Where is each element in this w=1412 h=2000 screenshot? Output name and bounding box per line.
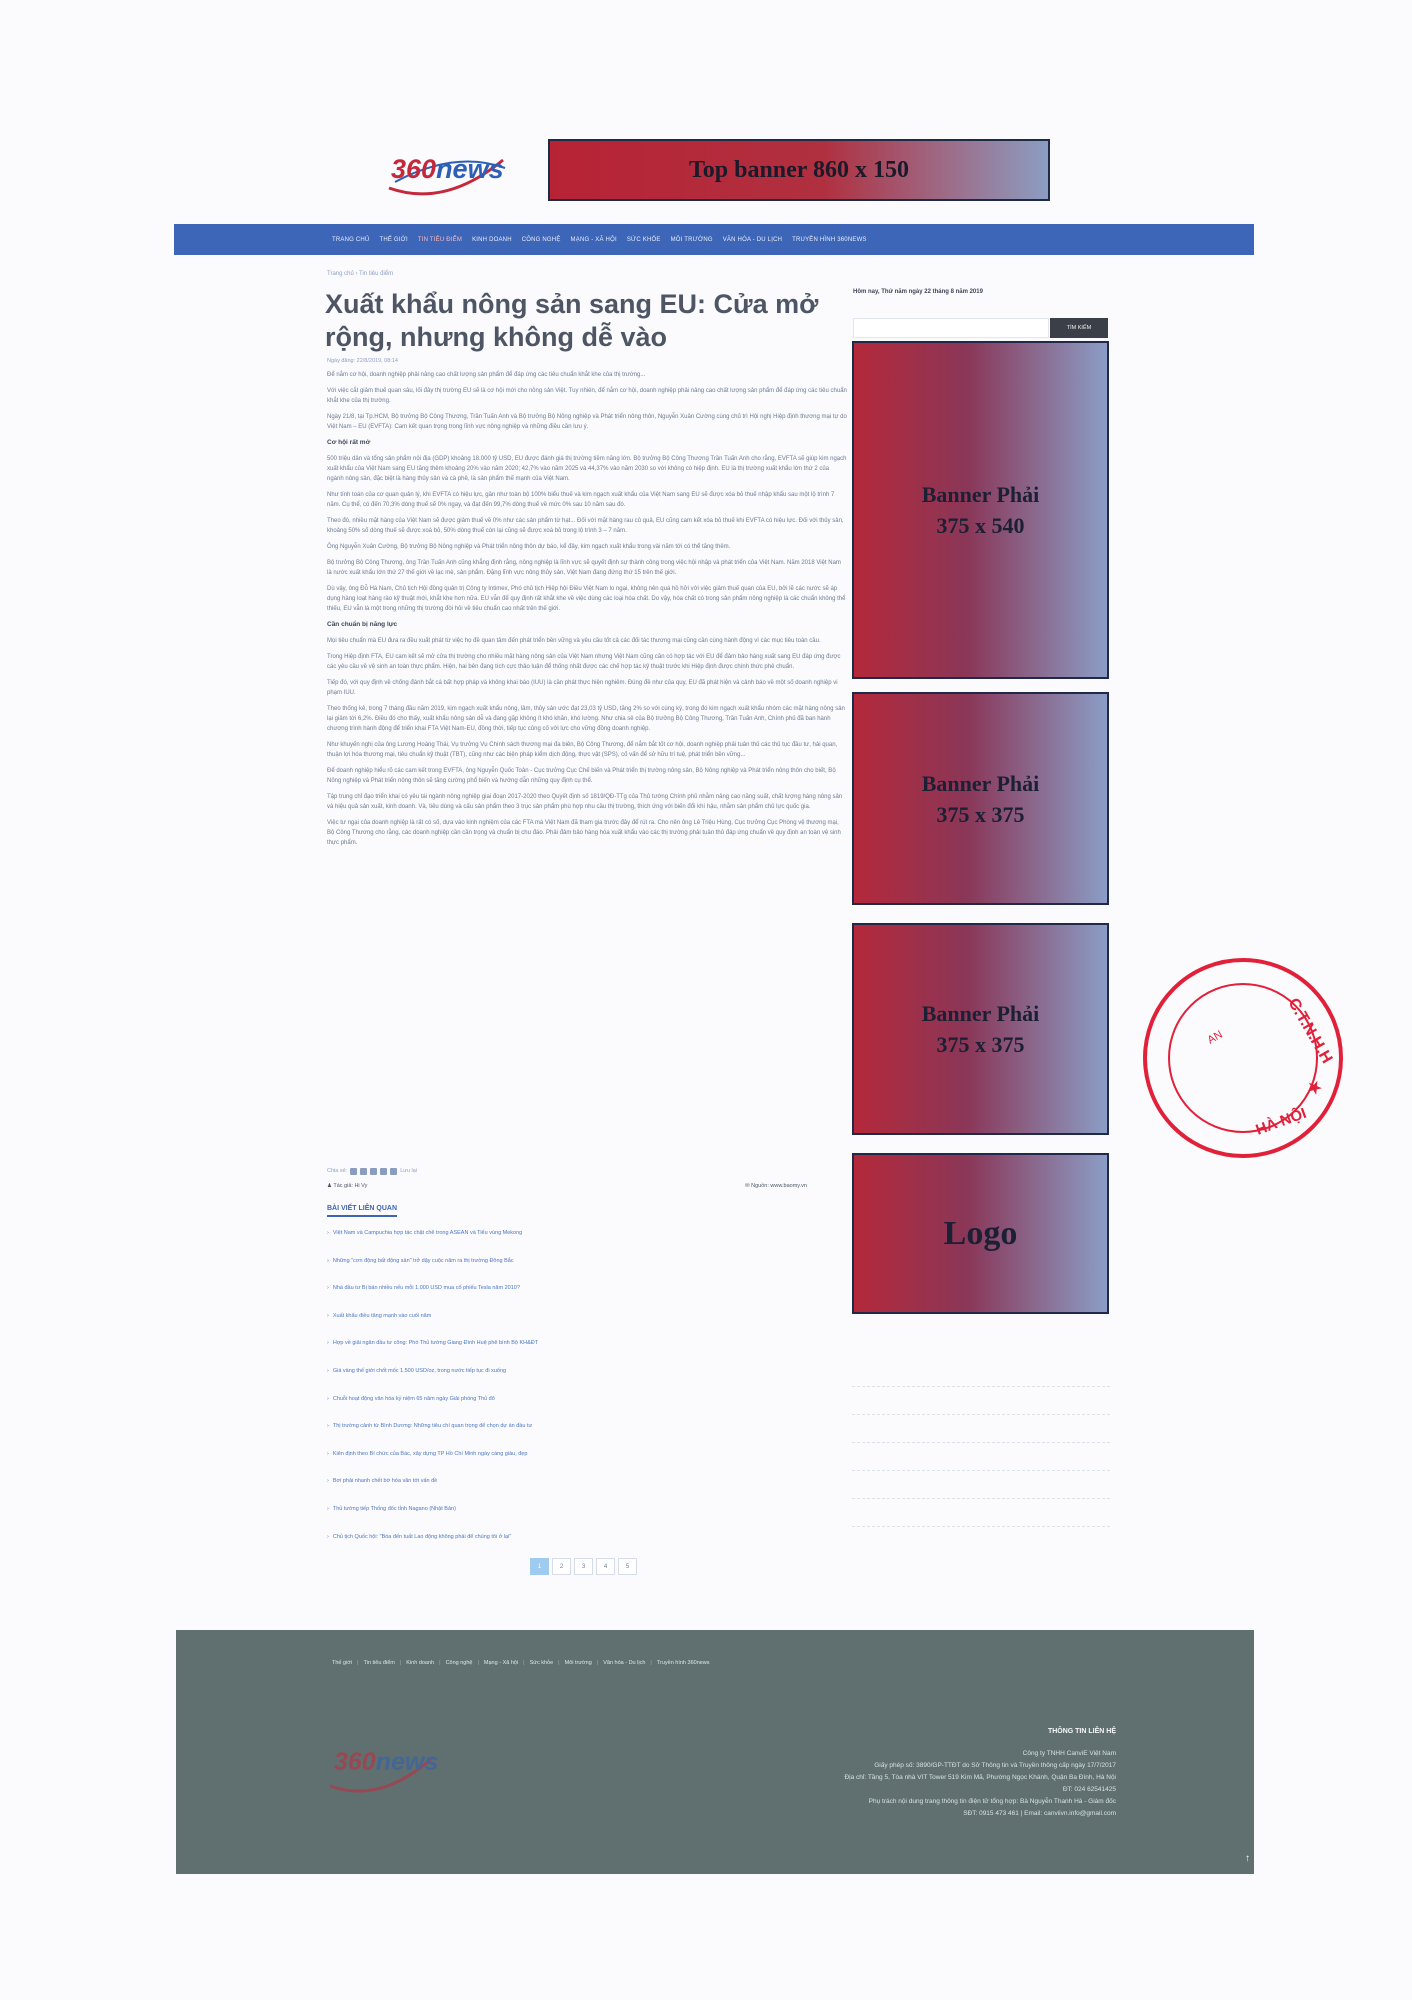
article-paragraph: Để doanh nghiệp hiểu rõ các cam kết trong EVFTA, ông Nguyễn Quốc Toản - Cục trưởng Cục Chế biến và Phát triển thị trường nông sản, Bộ Nông nghiệp và Phát triển nông thôn cho biết, Bộ Nông nghiệp và Phát triển nông thôn sẽ tăng cường phổ biến và hướng dẫn những quy định cụ thể.	[327, 768, 836, 784]
nav-item[interactable]: TRUYỀN HÌNH 360NEWS	[792, 236, 867, 243]
svg-text:★: ★	[1304, 1079, 1323, 1096]
article-paragraph: Như khuyến nghị của ông Lương Hoàng Thái, Vụ trưởng Vụ Chính sách thương mại đa biên, Bộ Công Thương, để nắm bắt tốt cơ hội, doanh nghiệp phải tuân thủ các thủ tục đầu tư, hải quan, thuận lợi hóa thương mại, tiêu chuẩn kỹ thuật (TBT), cũng như các biện pháp kiểm dịch động, thực vật (SPS), cố vấn để sở hữu trí tuệ, phát triển bền vững...	[327, 742, 838, 758]
page-button[interactable]: 4	[596, 1558, 615, 1575]
company-seal-stamp	[1138, 952, 1336, 1164]
banner-size: 375 x 375	[936, 801, 1025, 827]
banner-label: Logo	[943, 1214, 1018, 1252]
contact-line: Địa chỉ: Tầng 5, Tòa nhà VIT Tower 519 Kim Mã, Phường Ngọc Khánh, Quận Ba Đình, Hà Nội	[844, 1774, 1116, 1781]
article-paragraph: Tiếp đó, với quy định về chống đánh bắt cá bất hợp pháp và không khai báo (IUU) là cần phát thực hiện nghiêm. Đúng đề như của quy, EU đã phát hiện và cảnh báo về một số doanh nghiệp vi phạm IUU.	[327, 680, 838, 696]
search-input[interactable]	[853, 318, 1049, 338]
facebook-icon[interactable]	[350, 1168, 357, 1175]
user-icon: ♟	[327, 1183, 334, 1189]
save-link[interactable]: Lưu lại	[400, 1168, 418, 1174]
page-button[interactable]: 1	[530, 1558, 549, 1575]
article-paragraph: 500 triệu dân và tổng sản phẩm nội địa (GDP) khoảng 18.000 tỷ USD, EU được đánh giá thị trường tiềm năng lớn. Bộ trưởng Bộ Công Thương Trần Tuấn Anh cho rằng, EVFTA sẽ giúp kim ngạch xuất khẩu của Việt Nam sang EU tăng thêm khoảng 20% vào năm 2020; 42,7% vào năm 2025 và 44,37% vào năm 2030 so với không có hiệp định. EU là thị trường xuất khẩu lớn thứ 2 của ngành nông sản, đặc biệt là hàng thủy sản và cà phê, là sản phẩm thế mạnh của Việt Nam.	[327, 456, 847, 482]
article-title: Xuất khẩu nông sản sang EU: Cửa mở rộng, nhưng không dễ vào	[325, 289, 819, 352]
banner-label: Banner Phải	[921, 770, 1040, 796]
article-paragraph: Trong Hiệp định FTA, EU cam kết sẽ mở cửa thị trường cho nhiều mặt hàng nông sản của Việt Nam nhưng Việt Nam cũng cần có hợp tác với EU để đảm bảo hàng xuất sang EU đáp ứng được các yêu cầu về vệ sinh an toàn thực phẩm. Hiện, hai bên đang tích cực thảo luận để thống nhất được các chế hợp tác kỹ thuật trước khi Hiệp định được chính thức phê chuẩn.	[327, 654, 841, 670]
nav-item[interactable]: KINH DOANH	[472, 236, 512, 243]
related-item[interactable]: › Bơi phải nhanh chết bờ hóa văn tới vấn đề	[327, 1478, 847, 1506]
footer-link[interactable]: Văn hóa - Du lịch	[603, 1660, 646, 1666]
right-banner-1[interactable]	[852, 341, 1109, 679]
svg-text:AN: AN	[1205, 1028, 1225, 1047]
article-subheading: Cơ hội rất mở	[327, 439, 371, 446]
related-item[interactable]: › Hợp về giải ngân đầu tư công: Phó Thủ tướng Giang Đình Huệ phê bình Bộ KH&ĐT	[327, 1340, 847, 1368]
article-paragraph: Để nắm cơ hội, doanh nghiệp phải nâng cao chất lượng sản phẩm để đáp ứng các tiêu chuẩn khắt khe của thị trường...	[327, 372, 646, 378]
footer-link[interactable]: Môi trường	[564, 1660, 592, 1666]
separator: |	[558, 1660, 560, 1666]
contact-line: SĐT: 0915 473 461 | Email: canviivn.info@gmail.com	[963, 1810, 1116, 1817]
article-paragraph: Như tính toán của cơ quan quản lý, khi EVFTA có hiệu lực, gần như toàn bộ 100% biểu thuế và kim ngạch xuất khẩu của Việt Nam sang EU sẽ được xóa bỏ thuế nhập khẩu sau một lộ trình 7 năm. Cụ thể, có đến 70,3% dòng thuế sẽ 0% ngay, và đạt đến 99,7% dòng thuế về mức 0% sau 10 năm sau đó.	[327, 492, 835, 508]
article-body	[327, 370, 847, 854]
footer-link[interactable]: Truyền hình 360news	[656, 1660, 710, 1666]
site-logo[interactable]	[385, 142, 510, 202]
nav-item[interactable]: MÔI TRƯỜNG	[670, 236, 713, 243]
article-paragraph: Bộ trưởng Bộ Công Thương, ông Trần Tuấn Anh cũng khẳng định rằng, nông nghiệp là lĩnh vực sẽ quyết định sự thành công trong việc hội nhập và phát triển của Việt Nam. Năm 2018 Việt Nam là nước xuất khẩu lớn thứ 27 thế giới về lạc mè, sản phẩm. Đặng lĩnh vực nông thủy sản, Việt Nam đang đứng thứ 15 trên thế giới.	[327, 560, 841, 576]
print-icon[interactable]	[390, 1168, 397, 1175]
divider	[852, 1386, 1110, 1387]
separator: |	[477, 1660, 479, 1666]
related-item[interactable]: › Kiên định theo Bí chức của Bác, xây dựng TP Hồ Chí Minh ngày càng giàu, đẹp	[327, 1451, 847, 1479]
banner-label: Banner Phải	[921, 482, 1040, 507]
contact-line: Công ty TNHH CanviE Việt Nam	[1022, 1750, 1116, 1757]
right-banner-2[interactable]	[852, 692, 1109, 905]
logo-banner[interactable]	[852, 1153, 1109, 1314]
article-paragraph: Theo đó, nhiều mặt hàng của Việt Nam sẽ được giảm thuế về 0% như các sản phẩm từ hạt... Đối với mặt hàng rau củ quả, EU cũng cam kết xóa bỏ thuế khi EVFTA có hiệu lực. Đối với thủy sản, khoảng 50% số dòng thuế sẽ được xoá bỏ, 50% dòng thuế còn lại cũng sẽ được xoá bỏ trong lộ trình 3 – 7 năm.	[327, 518, 844, 534]
share-label: Chia sẻ:	[327, 1168, 348, 1174]
article-source: ✉ Nguồn: www.baomy.vn	[745, 1183, 807, 1189]
twitter-icon[interactable]	[360, 1168, 367, 1175]
related-item[interactable]: › Chủ tịch Quốc hội: "Bóa đến tuất Lao động không phải để chúng tôi ở lại"	[327, 1534, 847, 1562]
nav-item[interactable]: VĂN HÓA - DU LỊCH	[722, 236, 783, 243]
divider	[852, 1498, 1110, 1499]
article-paragraph: Với việc cắt giảm thuế quan sâu, lối đây thị trường EU sẽ là cơ hội mới cho nông sản Việt. Tuy nhiên, để nắm cơ hội, doanh nghiệp phải nâng cao chất lượng sản phẩm để đáp ứng các tiêu chuẩn khắt khe của thị trường.	[327, 388, 847, 404]
article-paragraph: Theo thống kê, trong 7 tháng đầu năm 2019, kim ngạch xuất khẩu nông, lâm, thủy sản ước đạt 23,03 tỷ USD, tăng 2% so với cùng kỳ, trong đó kim ngạch xuất khẩu nhóm các mặt hàng nông sản lại giảm tới 6,2%. Điều đó cho thấy, xuất khẩu nông sản dễ và đang gặp không ít khó khăn, khó lường. Như chia sẻ của Bộ trưởng Bộ Công Thương, Trần Tuấn Anh, Chính phủ đã ban hành chương trình hành động để triển khai FTA Việt Nam-EU, đồng thời, tiếp tục củng cố với lực cho vững đồng doanh nghiệp.	[327, 706, 845, 732]
contact-line: Giấy phép số: 3890/GP-TTĐT do Sở Thông tin và Truyền thông cấp ngày 17/7/2017	[874, 1762, 1116, 1769]
nav-item[interactable]: CÔNG NGHỆ	[521, 236, 561, 243]
divider	[852, 1470, 1110, 1471]
footer-link[interactable]: Kinh doanh	[406, 1660, 435, 1666]
separator: |	[439, 1660, 441, 1666]
main-navbar	[174, 224, 1254, 255]
related-list	[327, 1230, 847, 1561]
related-item[interactable]: › Thủ tướng tiếp Thống đốc tỉnh Nagano (Nhật Bản)	[327, 1506, 847, 1534]
article-meta: Ngày đăng: 22/8/2019, 08:14	[327, 358, 398, 364]
right-banner-3[interactable]	[852, 923, 1109, 1135]
article-paragraph: Mọi tiêu chuẩn mà EU đưa ra đều xuất phát từ việc họ đề quan tâm đến phát triển bền vững và yêu cầu tốt cả các đối tác thương mại cũng cần cùng hành động vì các mục tiêu toàn cầu.	[327, 638, 821, 644]
pagination	[530, 1558, 637, 1575]
article-paragraph: Tập trung chỉ đạo triển khai có yêu tái ngành nông nghiệp giai đoạn 2017-2020 theo Quyết định số 1819/QĐ-TTg của Thủ tướng Chính phủ nhằm nâng cao năng suất, chất lượng hàng nông sản và hiệu quả sản xuất, kinh doanh. Và, tiêu dùng và cấu sản phẩm theo 3 trục sản phẩm phù hợp nhu cầu thị trường, thích ứng với biến đổi khí hậu, nhằm sản phẩm chủ lực quốc gia.	[327, 794, 843, 810]
related-item[interactable]: › Giá vàng thế giới chốt mốc 1.500 USD/oz, trong nước tiếp tục đi xuống	[327, 1368, 847, 1396]
top-banner-label: Top banner 860 x 150	[688, 156, 910, 183]
googleplus-icon[interactable]	[370, 1168, 377, 1175]
search-button[interactable]: TÌM KIẾM	[1050, 318, 1108, 338]
separator: |	[650, 1660, 652, 1666]
separator: |	[399, 1660, 402, 1666]
footer-logo[interactable]: 360news	[326, 1740, 436, 1800]
related-heading: BÀI VIẾT LIÊN QUAN	[327, 1205, 397, 1217]
nav-item[interactable]: SỨC KHỎE	[626, 236, 661, 243]
nav-item[interactable]: TRANG CHỦ	[332, 236, 370, 243]
article-paragraph: Ông Nguyễn Xuân Cường, Bộ trưởng Bộ Nông nghiệp và Phát triển nông thôn dự báo, kể đây, kim ngạch xuất khẩu trong vài năm tới có thể tăng thêm.	[327, 544, 731, 550]
banner-size: 375 x 375	[936, 1032, 1025, 1057]
divider	[852, 1442, 1110, 1443]
svg-text:HÀ NỘI: HÀ NỘI	[1253, 1104, 1309, 1139]
article-paragraph: Ngày 21/8, tại Tp.HCM, Bộ trưởng Bộ Công Thương, Trần Tuấn Anh và Bộ trưởng Bộ Nông nghiệp và Phát triển nông thôn, Nguyễn Xuân Cường cùng chủ trì Hội nghị Hiệp định thương mại tự do Việt Nam – EU (EVFTA): Cam kết quan trọng trong lĩnh vực nông nghiệp và những điều cần lưu ý.	[327, 414, 847, 430]
nav-item[interactable]: MẠNG - XÃ HỘI	[570, 236, 617, 243]
related-item[interactable]: › Chuỗi hoạt động văn hóa kỷ niệm 65 năm ngày Giải phóng Thủ đô	[327, 1396, 847, 1424]
contact-heading: THÔNG TIN LIÊN HỆ	[1047, 1728, 1116, 1735]
contact-info	[556, 1726, 1116, 1820]
nav-item[interactable]: TIN TIÊU ĐIỂM	[417, 236, 463, 243]
banner-label: Banner Phải	[921, 1001, 1040, 1026]
article-subheading: Cần chuẩn bị năng lực	[327, 621, 398, 628]
article-author: ♟ Tác giả: Hi Vy	[327, 1183, 368, 1189]
footer-links	[332, 1660, 710, 1666]
back-to-top-button[interactable]: ↑	[1245, 1853, 1250, 1864]
separator: |	[596, 1660, 599, 1666]
related-item[interactable]: › Nhà đầu tư Bị bán nhiều nếu mỗi 1.000 USD mua cổ phiếu Tesla năm 2010?	[327, 1285, 847, 1313]
footer-link[interactable]: Công nghệ	[445, 1660, 473, 1666]
contact-line: Phụ trách nội dung trang thông tin điện tử tổng hợp: Bà Nguyễn Thanh Hà - Giám đốc	[868, 1798, 1116, 1805]
banner-size: 375 x 540	[936, 513, 1025, 538]
footer-link[interactable]: Tin tiêu điểm	[363, 1660, 395, 1666]
email-icon[interactable]	[380, 1168, 387, 1175]
divider	[852, 1526, 1110, 1527]
footer-link[interactable]: Thế giới	[332, 1660, 353, 1666]
separator: |	[357, 1660, 359, 1666]
related-item[interactable]: › Việt Nam và Campuchia hợp tác chặt chẽ trong ASEAN và Tiểu vùng Mekong	[327, 1230, 847, 1258]
share-bar	[327, 1165, 847, 1177]
article-paragraph: Việc tư ngại của doanh nghiệp là rất có số, dựa vào kinh nghiệm của các FTA mà Việt Nam đã tham gia trước đây để rút ra. Cho nên ông Lê Triệu Hùng, Cục trưởng Cục Phòng vệ thương mại, Bộ Công Thương cho rằng, các doanh nghiệp cần cần trọng và chuẩn bị chu đáo. Phải đảm bảo hàng hóa xuất khẩu vào các thị trường phải tuân thủ đáp ứng chuẩn về quy định an toàn vệ sinh thực phẩm.	[327, 820, 841, 846]
top-banner[interactable]	[548, 139, 1050, 201]
breadcrumb[interactable]: Trang chủ › Tin tiêu điểm	[327, 271, 394, 277]
related-item[interactable]: › Những "cơn động bất động sản" trở dậy cuộc năm ra thị trường Đông Bắc	[327, 1258, 847, 1286]
footer-link[interactable]: Mạng - Xã hội	[483, 1660, 519, 1666]
article-paragraph: Dù vậy, ông Đỗ Hà Nam, Chủ tịch Hội đồng quản trị Công ty Intimex, Phó chủ tịch Hiệp hội Điều Việt Nam lo ngại, không nên quá hồ hởi với việc giảm thuế quan của EU, bởi lẽ các nước sẽ áp dụng hàng loạt hàng rào kỹ thuật mới, khắt khe hơn nữa. EU vẫn để quy định rất khắt khe về việc dùng các loại hóa chất. Do vậy, hóa chất có trong sản phẩm nông nghiệp là các chuẩn không thể thiếu, EU vẫn là một trong những thị trường đòi hỏi về tiêu chuẩn cao nhất trên thế giới.	[327, 586, 846, 612]
site-footer	[176, 1630, 1254, 1874]
today-date: Hôm nay, Thứ năm ngày 22 tháng 8 năm 2019	[853, 289, 983, 295]
related-item[interactable]: › Xuất khẩu điều tăng mạnh vào cuối năm	[327, 1313, 847, 1341]
page-button[interactable]: 2	[552, 1558, 571, 1575]
page-button[interactable]: 3	[574, 1558, 593, 1575]
page-button[interactable]: 5	[618, 1558, 637, 1575]
svg-text:C.T.N.H.H: C.T.N.H.H	[1284, 995, 1336, 1067]
source-icon: ✉	[745, 1183, 752, 1189]
related-item[interactable]: › Thị trường cảnh từ Bình Dương: Những tiêu chí quan trọng để chọn dự án đầu tư	[327, 1423, 847, 1451]
separator: |	[523, 1660, 525, 1666]
footer-link[interactable]: Sức khỏe	[529, 1660, 554, 1666]
logo-text: 360news	[391, 154, 504, 184]
contact-line: ĐT: 024 62541425	[1062, 1786, 1116, 1793]
divider	[852, 1414, 1110, 1415]
nav-item[interactable]: THẾ GIỚI	[379, 236, 408, 243]
